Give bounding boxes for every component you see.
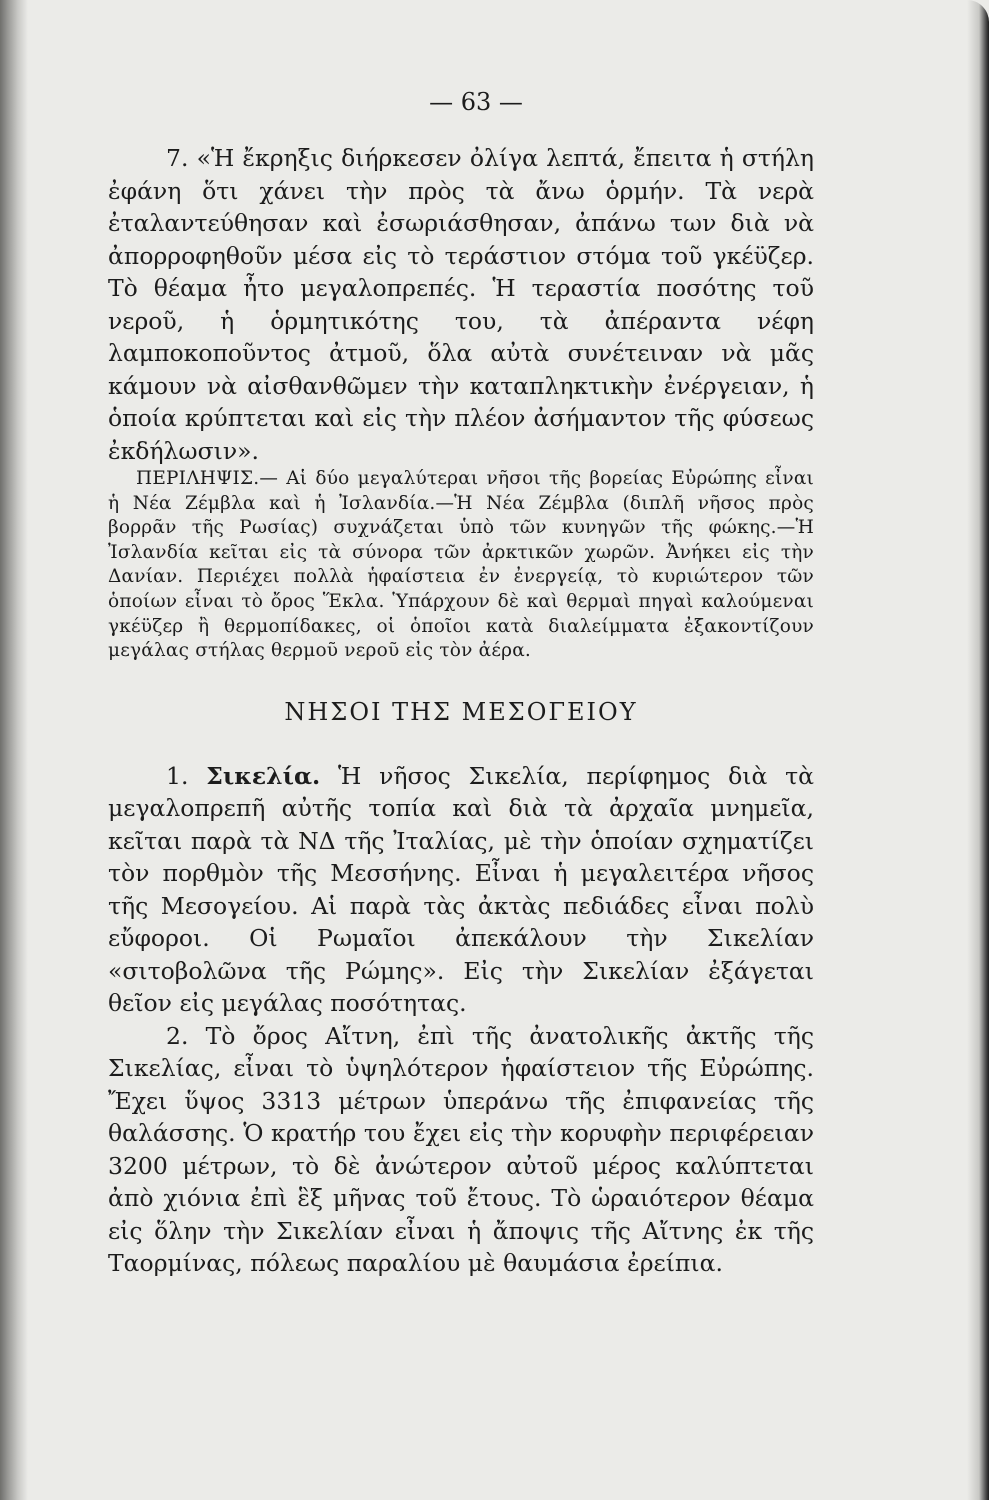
item-1-paragraph [108,760,814,1020]
summary-text: Αἱ δύο μεγαλύτεραι νῆσοι τῆς βορείας Εὐρώπης εἶναι ἡ Νέα Ζέμβλα καὶ ἡ Ἰσλανδία.—Ἡ Νέα Ζέμβλα (διπλῆ νῆσος πρὸς βορρᾶν τῆς Ρωσίας) συχνάζεται ὑπὸ τῶν κυνηγῶν τῆς φώκης.—Ἡ Ἰσλανδία κεῖται εἰς τὰ σύνορα τῶν ἀρκτικῶν χωρῶν. Ἀνήκει εἰς τὴν Δανίαν. Περιέχει πολλὰ ἡφαίστεια ἐν ἐνεργείᾳ, τὸ κυριώτερον τῶν ὁποίων εἶναι τὸ ὄρος Ἕκλα. Ὑπάρχουν δὲ καὶ θερμαὶ πηγαὶ καλούμεναι γκέϋζερ ἢ θερμοπίδακες, οἱ ὁποῖοι κατὰ διαλείμματα ἐξακοντίζουν μεγάλας στήλας θερμοῦ νεροῦ εἰς τὸν ἀέρα. [108,468,814,662]
page-number: — 63 — [429,88,523,116]
item-1-text: Ἡ νῆσος Σικελία, περίφημος διὰ τὰ μεγαλοπρεπῆ αὐτῆς τοπία καὶ διὰ τὰ ἀρχαῖα μνημεῖα, κεῖται παρὰ τὰ ΝΔ τῆς Ἰταλίας, μὲ τὴν ὁποίαν σχηματίζει τὸν πορθμὸν τῆς Μεσσήνης. Εἶναι ἡ μεγαλειτέρα νῆσος τῆς Μεσογείου. Αἱ παρὰ τὰς ἀκτὰς πεδιάδες εἶναι πολὺ εὔφοροι. Οἱ Ρωμαῖοι ἀπεκάλουν τὴν Σικελίαν «σιτοβολῶνα τῆς Ρώμης». Εἰς τὴν Σικελίαν ἐξάγεται θεῖον εἰς μεγάλας ποσότητας. [108,761,814,1018]
text-block [108,88,814,1280]
summary-paragraph [108,467,814,664]
binding-shadow [0,0,28,1500]
item-2-paragraph: 2. Τὸ ὄρος Αἴτνη, ἐπὶ τῆς ἀνατολικῆς ἀκτῆς τῆς Σικελίας, εἶναι τὸ ὑψηλότερον ἡφαίστειον τῆς Εὐρώπης. Ἔχει ὕψος 3313 μέτρων ὑπεράνω τῆς ἐπιφανείας τῆς θαλάσσης. Ὁ κρατήρ του ἔχει εἰς τὴν κορυφὴν περιφέρειαν 3200 μέτρων, τὸ δὲ ἀνώτερον αὐτοῦ μέρος καλύπτεται ἀπὸ χιόνια ἐπὶ ἓξ μῆνας τοῦ ἔτους. Τὸ ὡραιότερον θέαμα εἰς ὅλην τὴν Σικελίαν εἶναι ἡ ἄποψις τῆς Αἴτνης ἐκ τῆς Ταορμίνας, πόλεως παραλίου μὲ θαυμάσια ἐρείπια. [108,1021,814,1278]
section-heading: ΝΗΣΟΙ ΤΗΣ ΜΕΣΟΓΕΙΟΥ [284,697,638,726]
summary-label: ΠΕΡΙΛΗΨΙΣ.— [136,468,279,489]
paragraph-7: 7. «Ἡ ἔκρηξις διήρκεσεν ὀλίγα λεπτά, ἔπειτα ἡ στήλη ἐφάνη ὅτι χάνει τὴν πρὸς τὰ ἄνω ὁρμήν. Τὰ νερὰ ἐταλαντεύθησαν καὶ ἐσωριάσθησαν, ἀπάνω των διὰ νὰ ἀπορροφηθοῦν μέσα εἰς τὸ τεράστιον στόμα τοῦ γκέϋζερ. Τὸ θέαμα ἦτο μεγαλοπρεπές. Ἡ τεραστία ποσότης τοῦ νεροῦ, ἡ ὁρμητικότης του, τὰ ἀπέραντα νέφη λαμποκοποῦντος ἀτμοῦ, ὅλα αὐτὰ συνέτειναν νὰ μᾶς κάμουν νὰ αἰσθανθῶμεν τὴν καταπληκτικὴν ἐνέργειαν, ἡ ὁποία κρύπτεται καὶ εἰς τὴν πλέον ἀσήμαντον τῆς φύσεως ἐκδήλωσιν». [108,144,814,465]
item-1-number: 1. [166,761,189,790]
item-1-title: Σικελία. [206,761,321,790]
page-edge [967,0,989,1500]
